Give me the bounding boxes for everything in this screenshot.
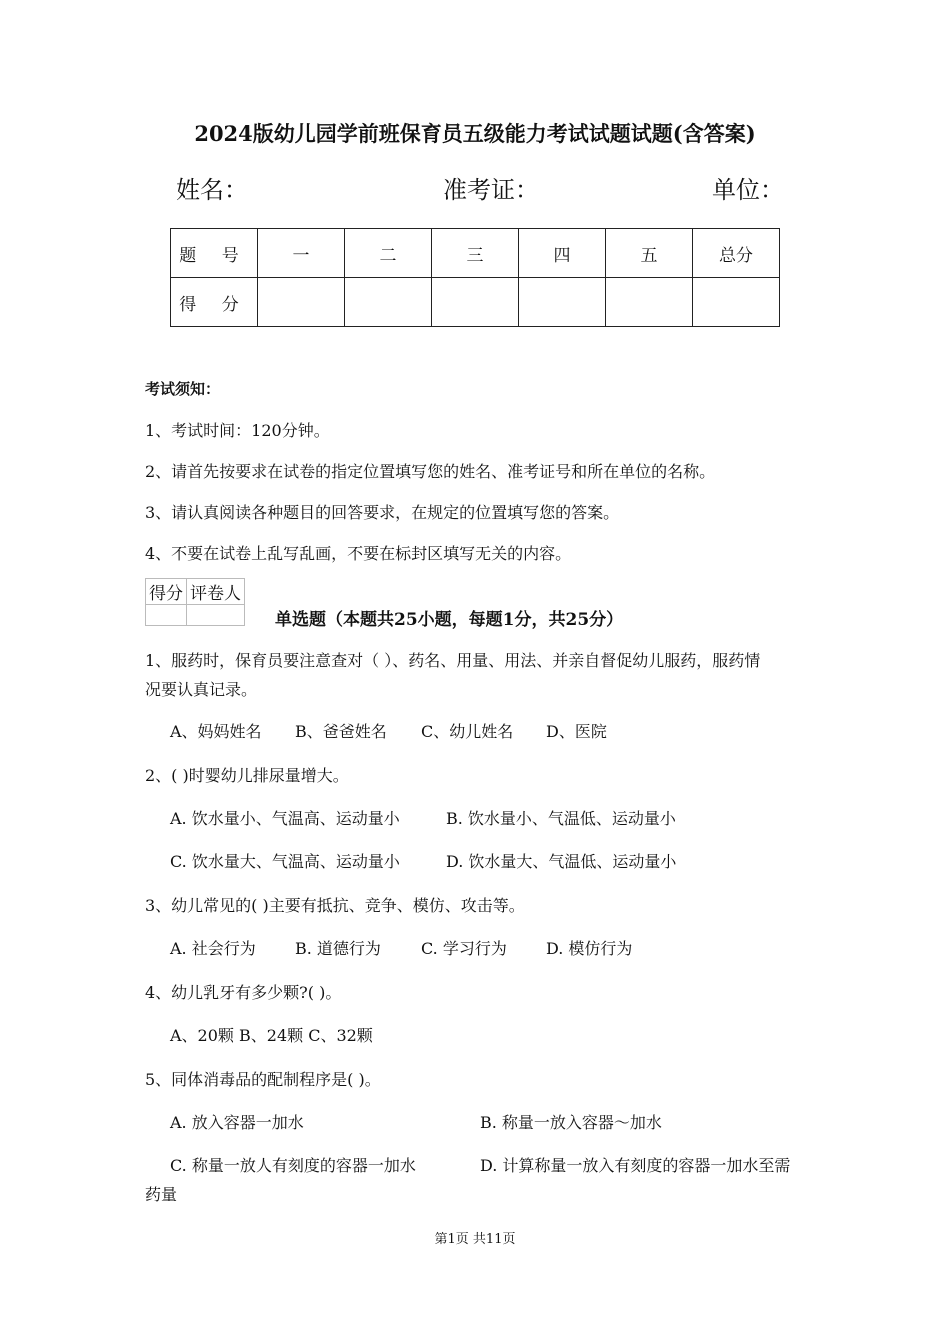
section-title: 单选题（本题共25小题，每题1分，共25分） (275, 610, 624, 630)
notes-heading: 考试须知： (145, 380, 221, 398)
score-table-header-row (171, 229, 780, 278)
score-cell-4 (519, 278, 606, 327)
page-footer: 第1页 共11页 (434, 1232, 516, 1247)
grader-box (145, 578, 245, 626)
grader-name-cell (187, 605, 245, 626)
score-table (170, 228, 780, 327)
grader-score-cell (146, 605, 187, 626)
option: D. 计算称量一放入有刻度的容器一加水至需 (480, 1156, 791, 1175)
note-item: 3、请认真阅读各种题目的回答要求，在规定的位置填写您的答案。 (145, 503, 620, 522)
score-header-2: 二 (345, 229, 432, 278)
option: C. 饮水量大、气温高、运动量小 (170, 852, 400, 871)
option: A. 饮水量小、气温高、运动量小 (170, 809, 400, 828)
score-header-5: 五 (606, 229, 693, 278)
option: C、幼儿姓名 (421, 722, 514, 741)
option: A. 社会行为 (170, 939, 256, 958)
option-line: A、20颗 B、24颗 C、32颗 (170, 1026, 373, 1045)
score-cell-total (693, 278, 780, 327)
note-item: 1、考试时间：120分钟。 (145, 421, 330, 440)
note-item: 2、请首先按要求在试卷的指定位置填写您的姓名、准考证号和所在单位的名称。 (145, 462, 716, 481)
option: B. 道德行为 (295, 939, 381, 958)
unit-field-label: 单位： (712, 176, 784, 204)
question-stem: 4、幼儿乳牙有多少颗?( )。 (145, 983, 342, 1002)
option: D、医院 (546, 722, 607, 741)
option: B、爸爸姓名 (295, 722, 387, 741)
score-row-label: 得 分 (171, 278, 258, 327)
option-continuation: 药量 (145, 1185, 178, 1204)
question-stem: 2、( )时婴幼儿排尿量增大。 (145, 766, 349, 785)
option: C. 学习行为 (421, 939, 507, 958)
page-title: 2024版幼儿园学前班保育员五级能力考试试题试题(含答案) (194, 121, 756, 146)
score-header-3: 三 (432, 229, 519, 278)
score-cell-1 (258, 278, 345, 327)
question-stem: 5、同体消毒品的配制程序是( )。 (145, 1070, 381, 1089)
score-table-score-row (171, 278, 780, 327)
option: D. 模仿行为 (546, 939, 633, 958)
question-stem-continuation: 况要认真记录。 (145, 680, 258, 699)
question-stem: 3、幼儿常见的( )主要有抵抗、竞争、模仿、攻击等。 (145, 896, 525, 915)
option: A、妈妈姓名 (170, 722, 262, 741)
option: C. 称量一放人有刻度的容器一加水 (170, 1156, 416, 1175)
score-cell-5 (606, 278, 693, 327)
option: D. 饮水量大、气温低、运动量小 (446, 852, 677, 871)
option: B. 饮水量小、气温低、运动量小 (446, 809, 676, 828)
exam-id-field-label: 准考证： (443, 176, 539, 204)
question-stem: 1、服药时，保育员要注意查对（ ）、药名、用量、用法、并亲自督促幼儿服药，服药情 (145, 651, 761, 670)
score-header-1: 一 (258, 229, 345, 278)
name-field-label: 姓名： (176, 176, 248, 204)
score-header-label: 题 号 (171, 229, 258, 278)
option: B. 称量一放入容器～加水 (480, 1113, 662, 1132)
score-cell-2 (345, 278, 432, 327)
score-cell-3 (432, 278, 519, 327)
score-header-4: 四 (519, 229, 606, 278)
option: A. 放入容器一加水 (170, 1113, 304, 1132)
grader-score-label: 得分 (146, 579, 187, 605)
note-item: 4、不要在试卷上乱写乱画，不要在标封区填写无关的内容。 (145, 544, 572, 563)
grader-name-label: 评卷人 (187, 579, 245, 605)
score-header-total: 总分 (693, 229, 780, 278)
